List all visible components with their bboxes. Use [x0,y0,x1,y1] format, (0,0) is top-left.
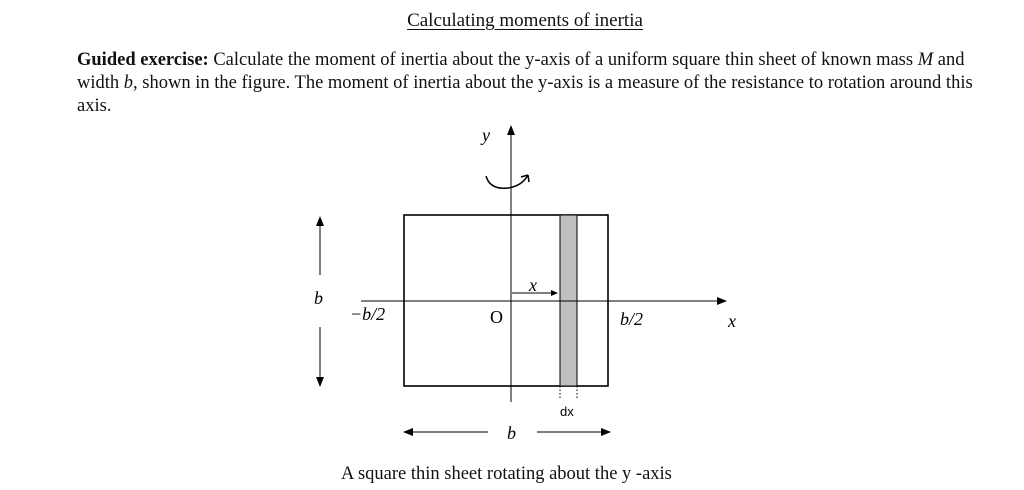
exercise-text-part1: Calculate the moment of inertia about the y-axis of a uniform square thin sheet of known mass [208,50,918,70]
page-title: Calculating moments of inertia [407,10,643,31]
y-axis-label: y [482,125,490,145]
figure-caption: A square thin sheet rotating about the y -axis [341,464,672,484]
origin-label: O [490,307,503,327]
exercise-text-part3: , shown in the figure. The moment of inertia about the y-axis is a measure of the resistance to rotation around this axis. [77,73,973,116]
width-symbol: b [123,73,134,93]
x-axis-label: x [728,311,736,331]
width-label: b [507,423,516,443]
right-edge-label: b/2 [620,309,644,329]
strip-distance-label: x [529,275,537,295]
exercise-lead: Guided exercise: [77,50,209,70]
mass-symbol: M [917,50,934,70]
exercise-text-part2: and width [77,50,965,93]
strip-width-label: dx [560,404,574,419]
left-edge-label: −b/2 [350,304,386,324]
height-label: b [314,288,323,308]
